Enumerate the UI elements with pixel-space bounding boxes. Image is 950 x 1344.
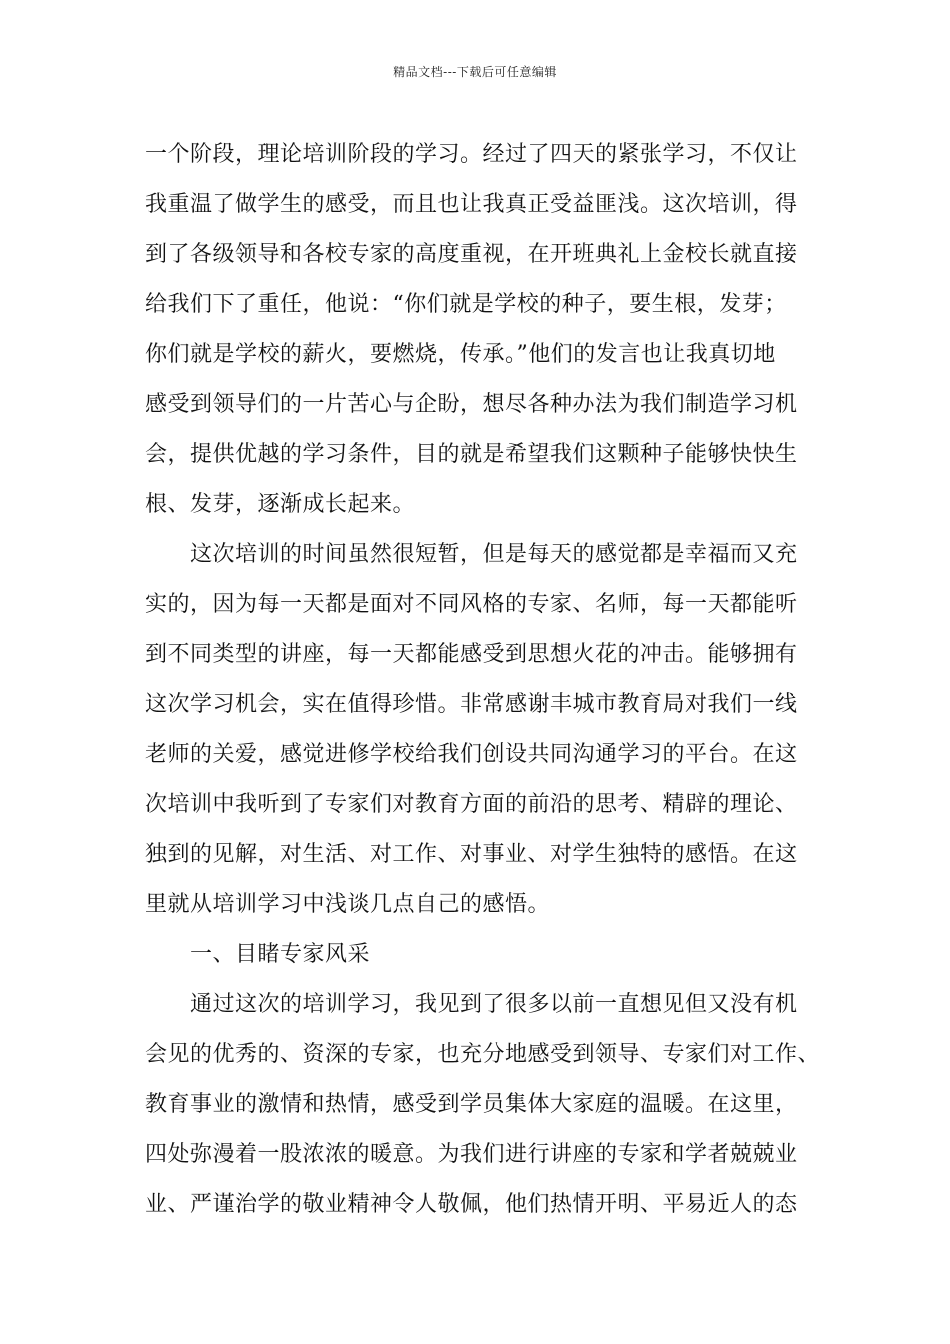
text-line: 根、发芽，逐渐成长起来。 [145, 492, 416, 517]
text-line: 老师的关爱，感觉进修学校给我们创设共同沟通学习的平台。在这 [145, 742, 798, 767]
text-line: 你们就是学校的薪火，要燃烧，传承。”他们的发言也让我真切地 [145, 342, 776, 367]
text-line: 会，提供优越的学习条件，目的就是希望我们这颗种子能够快快生 [145, 442, 798, 467]
text-line: 四处弥漫着一股浓浓的暖意。为我们进行讲座的专家和学者兢兢业 [145, 1142, 798, 1167]
text-line: 实的，因为每一天都是面对不同风格的专家、名师，每一天都能听 [145, 592, 798, 617]
text-line: 感受到领导们的一片苦心与企盼，想尽各种办法为我们制造学习机 [145, 392, 798, 417]
text-line: 会见的优秀的、资深的专家，也充分地感受到领导、专家们对工作、 [145, 1042, 821, 1067]
text-line: 到不同类型的讲座，每一天都能感受到思想火花的冲击。能够拥有 [145, 642, 798, 667]
section-heading: 一、目睹专家风采 [190, 942, 371, 967]
text-line: 次培训中我听到了专家们对教育方面的前沿的思考、精辟的理论、 [145, 792, 798, 817]
text-line: 我重温了做学生的感受，而且也让我真正受益匪浅。这次培训，得 [145, 192, 798, 217]
text-line: 独到的见解，对生活、对工作、对事业、对学生独特的感悟。在这 [145, 842, 798, 867]
page-header: 精品文档---下载后可任意编辑 [393, 65, 557, 79]
text-line: 到了各级领导和各校专家的高度重视，在开班典礼上金校长就直接 [145, 242, 798, 267]
text-line: 这次学习机会，实在值得珍惜。非常感谢丰城市教育局对我们一线 [145, 692, 798, 717]
text-line: 里就从培训学习中浅谈几点自己的感悟。 [145, 892, 551, 917]
text-line: 一个阶段，理论培训阶段的学习。经过了四天的紧张学习，不仅让 [145, 142, 798, 167]
document-body [145, 130, 821, 1230]
text-line: 教育事业的激情和热情，感受到学员集体大家庭的温暖。在这里， [145, 1092, 798, 1117]
text-line: 业、严谨治学的敬业精神令人敬佩，他们热情开明、平易近人的态 [145, 1192, 798, 1217]
paragraph-first-line: 通过这次的培训学习，我见到了很多以前一直想见但又没有机 [190, 992, 798, 1017]
paragraph-first-line: 这次培训的时间虽然很短暂，但是每天的感觉都是幸福而又充 [190, 542, 798, 567]
text-line: 给我们下了重任，他说：“你们就是学校的种子，要生根，发芽； [145, 292, 787, 317]
